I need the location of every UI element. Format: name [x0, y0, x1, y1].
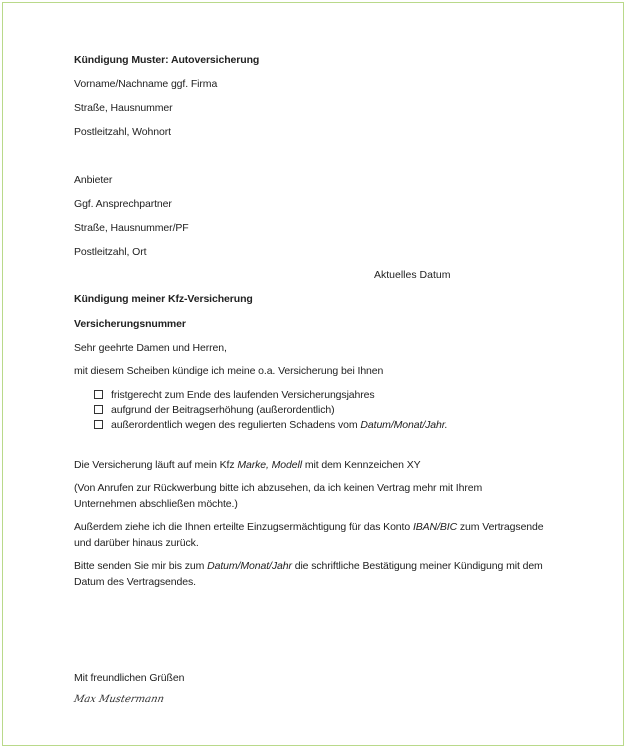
option-damage	[94, 418, 448, 432]
debit-text-end: zum Vertragsende und darüber hinaus zurück.	[74, 521, 544, 549]
confirmation-request	[74, 558, 544, 590]
sender-street: Straße, Hausnummer	[74, 102, 173, 114]
iban-placeholder: IBAN/BIC	[412, 521, 458, 533]
option-label: aufgrund der Beitragserhöhung (außerordentlich)	[111, 404, 335, 416]
option-label: außerordentlich wegen des regulierten Schadens vom	[111, 419, 358, 431]
recipient-city: Postleitzahl, Ort	[74, 246, 147, 258]
option-premium-increase	[94, 403, 335, 417]
direct-debit-revocation	[74, 519, 544, 551]
no-calls-note: (Von Anrufen zur Rückwerbung bitte ich abzusehen, da ich keinen Vertrag mehr mit Ihrem Unternehmen abschließen möchte.)	[74, 482, 483, 510]
vehicle-sentence	[74, 458, 421, 472]
confirm-date-placeholder: Datum/Monat/Jahr	[207, 560, 292, 572]
handwritten-signature: Max Mustermann	[72, 694, 166, 705]
subject-line: Kündigung meiner Kfz-Versicherung	[74, 293, 253, 305]
intro-text: mit diesem Scheiben kündige ich meine o.a. Versicherung bei Ihnen	[74, 365, 384, 377]
salutation: Sehr geehrte Damen und Herren,	[74, 342, 227, 354]
policy-number: Versicherungsnummer	[74, 318, 186, 330]
recipient-contact: Ggf. Ansprechpartner	[74, 198, 172, 210]
recipient-street: Straße, Hausnummer/PF	[74, 222, 189, 234]
sender-city: Postleitzahl, Wohnort	[74, 126, 171, 138]
vehicle-placeholder: Marke, Modell	[237, 459, 302, 471]
option-date-placeholder: Datum/Monat/Jahr.	[360, 419, 448, 431]
option-label: fristgerecht zum Ende des laufenden Versicherungsjahres	[111, 389, 375, 401]
checkbox-icon	[94, 405, 103, 414]
recipient-provider: Anbieter	[74, 174, 113, 186]
checkbox-icon	[94, 390, 103, 399]
vehicle-text-end: mit dem Kennzeichen XY	[304, 459, 421, 471]
closing-line: Mit freundlichen Grüßen	[74, 672, 185, 684]
vehicle-text-start: Die Versicherung läuft auf mein Kfz	[74, 459, 235, 471]
letter-date: Aktuelles Datum	[374, 269, 451, 281]
letter-title: Kündigung Muster: Autoversicherung	[74, 54, 260, 66]
sender-name: Vorname/Nachname ggf. Firma	[74, 78, 218, 90]
confirm-text-start: Bitte senden Sie mir bis zum	[74, 560, 205, 572]
option-regular	[94, 388, 375, 402]
debit-text-start: Außerdem ziehe ich die Ihnen erteilte Einzugsermächtigung für das Konto	[74, 521, 411, 533]
checkbox-icon	[94, 420, 103, 429]
confirm-text-end: die schriftliche Bestätigung meiner Kündigung mit dem Datum des Vertragsendes.	[74, 560, 543, 588]
